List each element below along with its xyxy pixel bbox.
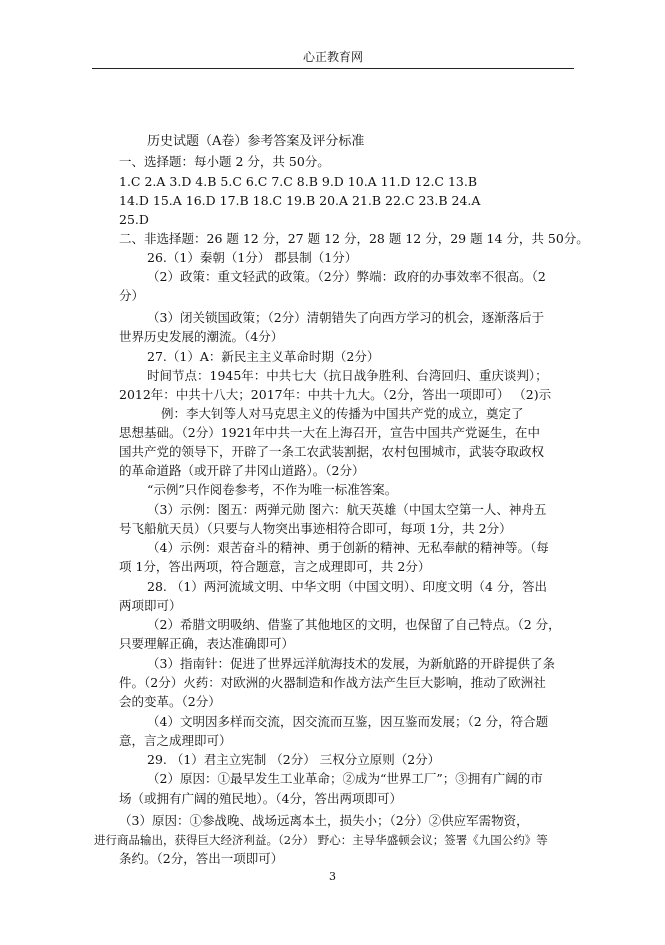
answer-line: 会的变革。（2分）	[119, 694, 221, 709]
answer-line: 27.（1）A：新民主主义革命时期（2分）	[147, 349, 380, 364]
answer-line: 思想基础。（2分）1921年中共一大在上海召开，宣告中国共产党诞生，在中	[119, 425, 541, 440]
answer-line: 26.（1）秦朝（1分） 郡县制（1分）	[147, 250, 358, 265]
answer-line: （3）原因：①参战晚、战场远离本土，损失小；（2分）②供应军需物资，	[119, 813, 529, 828]
answer-line: （3）闭关锁国政策；（2分）清朝错失了向西方学习的机会，逐渐落后于	[147, 310, 545, 325]
page-header: 心正教育网	[302, 50, 363, 64]
answer-line: 例：李大钊等人对马克思主义的传播为中国共产党的成立，奠定了	[161, 406, 524, 421]
mc-answers: 1.C 2.A 3.D 4.B 5.C 6.C 7.C 8.B 9.D 10.A 11.D 12.C 13.B	[119, 174, 478, 189]
answer-line: 场（或拥有广阔的殖民地）。（4分，答出两项即可）	[119, 791, 402, 806]
answer-line: （3）指南针：促进了世界远洋航海技术的发展，为新航路的开辟提供了条	[147, 656, 555, 671]
doc-title: 历史试题（A卷）参考答案及评分标准	[147, 134, 365, 149]
answer-line: 进行商品输出，获得巨大经济利益。（2分） 野心：主导华盛顿会议；签署《九国公约》等	[94, 833, 548, 847]
mc-answers: 14.D 15.A 16.D 17.B 18.C 19.B 20.A 21.B 22.C 23.B 24.A	[119, 193, 481, 208]
answer-line: 意，言之成理即可）	[119, 733, 232, 748]
section-heading: 一、选择题：每小题 2 分，共 50分。	[119, 154, 330, 169]
page-number: 3	[329, 870, 336, 883]
answer-line: 29. （1）君主立宪制 （2分） 三权分立原则（2分）	[147, 752, 441, 767]
header-rule	[92, 68, 574, 69]
answer-line: 分）	[119, 288, 145, 303]
answer-line: 件。（2分）火药：对欧洲的火器制造和作战方法产生巨大影响，推动了欧洲社	[119, 675, 546, 690]
answer-line: 时间节点：1945年：中共七大（抗日战争胜利、台湾回归、重庆谈判）；	[147, 368, 548, 383]
mc-answers: 25.D	[119, 212, 149, 227]
answer-line: 世界历史发展的潮流。（4分）	[119, 329, 284, 344]
answer-line: （2）希腊文明吸纳、借鉴了其他地区的文明，也保留了自己特点。（2 分，	[147, 617, 561, 632]
answer-line: 项 1分，答出两项，符合题意，言之成理即可，共 2分）	[119, 559, 431, 574]
answer-line: （3）示例：图五：两弹元勋 图六：航天英雄（中国太空第一人、神舟五	[147, 502, 547, 517]
answer-line: （2）政策：重文轻武的政策。（2分）弊端：政府的办事效率不很高。（2	[147, 269, 546, 284]
answer-line: 只要理解正确，表达准确即可）	[119, 636, 295, 651]
answer-line: （2）原因：①最早发生工业革命；②成为“世界工厂”；③拥有广阔的市	[147, 771, 543, 786]
answer-line: 条约。（2分，答出一项即可）	[119, 851, 284, 866]
answer-line: 2012年：中共十八大；2017年：中共十九大。（2分，答出一项即可） （2)示	[119, 387, 552, 402]
answer-line: 的革命道路（或开辟了井冈山道路）。（2分）	[119, 463, 365, 478]
answer-note: “示例”只作阅卷参考，不作为唯一标准答案。	[147, 482, 398, 497]
answer-line: 两项即可）	[119, 598, 182, 613]
answer-line: 号飞船航天员）（只要与人物突出事迹相符合即可，每项 1分，共 2分）	[119, 521, 512, 536]
answer-line: 国共产党的领导下，开辟了一条工农武装割据，农村包围城市，武装夺取政权	[119, 444, 545, 459]
section-heading: 二、非选择题：26 题 12 分，27 题 12 分，28 题 12 分，29 题 14 分，共 50分。	[119, 231, 589, 246]
answer-line: 28. （1）两河流域文明、中华文明（中国文明）、印度文明（4 分，答出	[147, 579, 547, 594]
answer-line: （4）文明因多样而交流，因交流而互鉴，因互鉴而发展；（2 分，符合题	[147, 714, 549, 729]
answer-line: （4）示例：艰苦奋斗的精神、勇于创新的精神、无私奉献的精神等。（每	[147, 540, 549, 555]
